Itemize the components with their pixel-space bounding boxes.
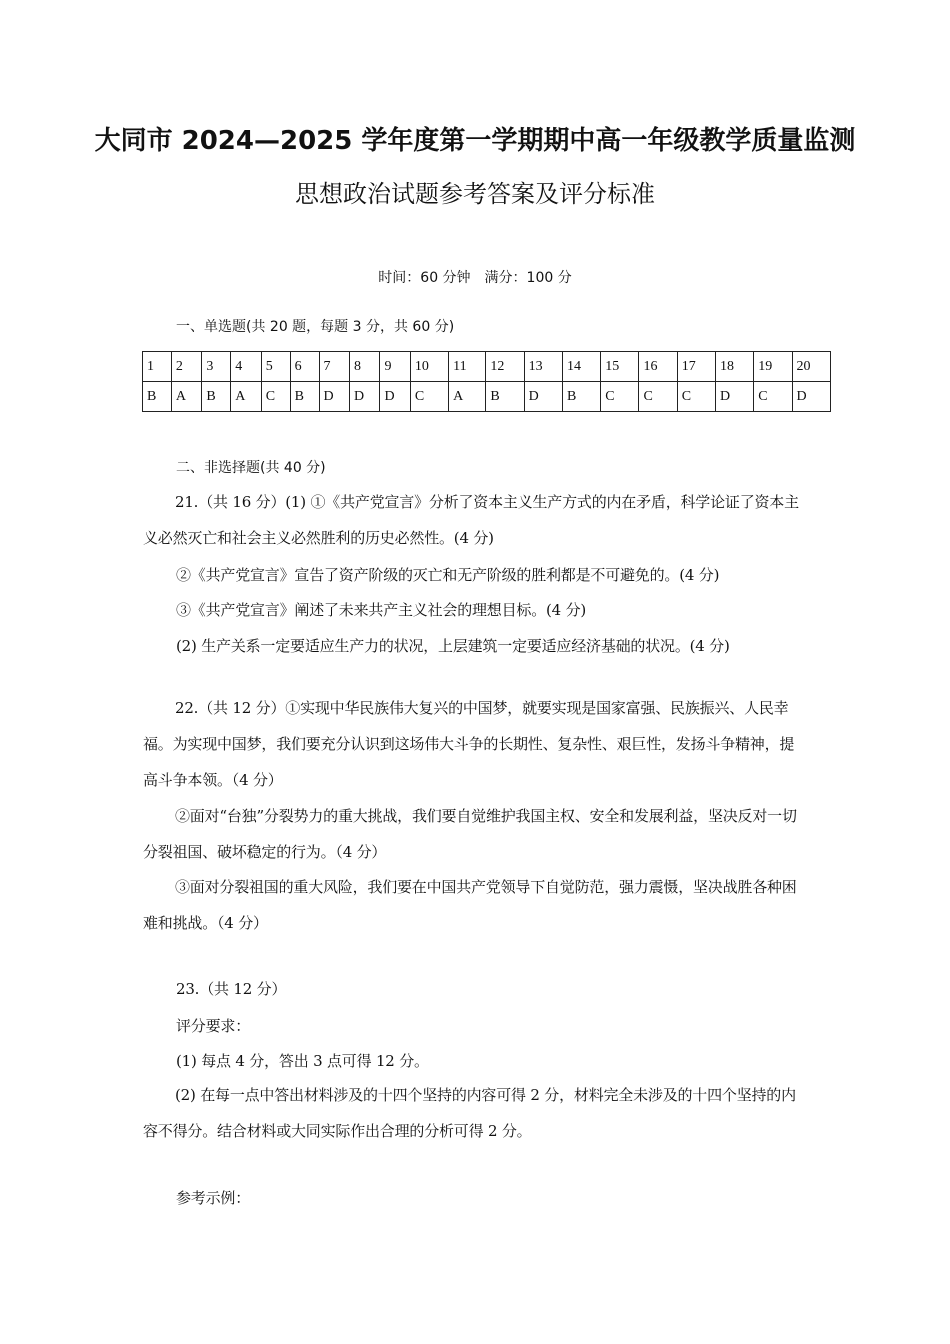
question-number: 8 [349,352,379,382]
q23-requirements-label: 评分要求： [176,1017,251,1035]
answer-cell: C [639,382,677,412]
answer-cell: D [524,382,562,412]
question-number: 17 [677,352,715,382]
question-number: 2 [171,352,201,382]
question-number: 10 [410,352,448,382]
question-number: 12 [486,352,524,382]
question-number: 15 [601,352,639,382]
question-number: 7 [319,352,349,382]
q22-answer3: ③面对分裂祖国的重大风险，我们要在中国共产党领导下自觉防范，强力震慑，坚决战胜各种困难和挑战。（4 分） [143,878,797,932]
q22-answer1: 22.（共 12 分）①实现中华民族伟大复兴的中国梦，就要实现是国家富强、民族振兴、人民幸福。为实现中国梦，我们要充分认识到这场伟大斗争的长期性、复杂性、艰巨性，发扬斗争精神，提高斗争本领。（4 分） [143,699,795,789]
q23-requirement1: (1) 每点 4 分，答出 3 点可得 12 分。 [176,1052,429,1070]
q21-part1-answer2: ②《共产党宣言》宣告了资产阶级的灭亡和无产阶级的胜利都是不可避免的。(4 分) [176,566,720,584]
question-number: 18 [716,352,754,382]
q23-example-label: 参考示例： [176,1189,251,1207]
question-number: 20 [792,352,830,382]
answer-cell: C [410,382,448,412]
answer-cell: C [601,382,639,412]
answer-cell: B [562,382,600,412]
question-number: 1 [143,352,172,382]
q21-part2-answer: (2) 生产关系一定要适应生产力的状况，上层建筑一定要适应经济基础的状况。(4 分) [176,637,730,655]
answer-cell: D [792,382,830,412]
answer-cell: D [349,382,379,412]
q21-part1-answer3: ③《共产党宣言》阐述了未来共产主义社会的理想目标。(4 分) [176,601,587,619]
section2-heading: 二、非选择题(共 40 分) [176,460,326,476]
answer-table [142,351,831,412]
answer-cell: B [290,382,319,412]
exam-time-info: 时间：60 分钟 满分：100 分 [378,270,572,286]
answer-cell: B [486,382,524,412]
answer-table-answer-row [143,382,831,412]
answer-cell: A [231,382,261,412]
answer-cell: C [261,382,290,412]
q21-part1-answer1: 21.（共 16 分）(1) ①《共产党宣言》分析了资本主义生产方式的内在矛盾，科学论证了资本主义必然灭亡和社会主义必然胜利的历史必然性。(4 分) [143,493,799,547]
answer-cell: C [677,382,715,412]
answer-cell: A [171,382,201,412]
question-number: 14 [562,352,600,382]
answer-table-number-row [143,352,831,382]
section1-heading: 一、单选题(共 20 题，每题 3 分，共 60 分) [176,319,455,335]
q22-answer2: ②面对“台独”分裂势力的重大挑战，我们要自觉维护我国主权、安全和发展利益，坚决反对一切分裂祖国、破坏稳定的行为。（4 分） [143,807,797,861]
q23-requirement2: (2) 在每一点中答出材料涉及的十四个坚持的内容可得 2 分，材料完全未涉及的十四个坚持的内容不得分。结合材料或大同实际作出合理的分析可得 2 分。 [143,1086,796,1140]
answer-cell: C [754,382,792,412]
answer-cell: D [319,382,349,412]
question-number: 3 [202,352,231,382]
answer-cell: D [380,382,410,412]
question-number: 11 [449,352,486,382]
question-number: 19 [754,352,792,382]
question-number: 16 [639,352,677,382]
answer-cell: A [449,382,486,412]
answer-cell: B [202,382,231,412]
question-number: 6 [290,352,319,382]
q23-title: 23.（共 12 分） [176,980,287,998]
question-number: 5 [261,352,290,382]
answer-cell: D [716,382,754,412]
document-title: 大同市 2024—2025 学年度第一学期期中高一年级教学质量监测 [94,126,856,156]
answer-cell: B [143,382,172,412]
question-number: 13 [524,352,562,382]
question-number: 9 [380,352,410,382]
document-subtitle: 思想政治试题参考答案及评分标准 [295,180,655,208]
question-number: 4 [231,352,261,382]
